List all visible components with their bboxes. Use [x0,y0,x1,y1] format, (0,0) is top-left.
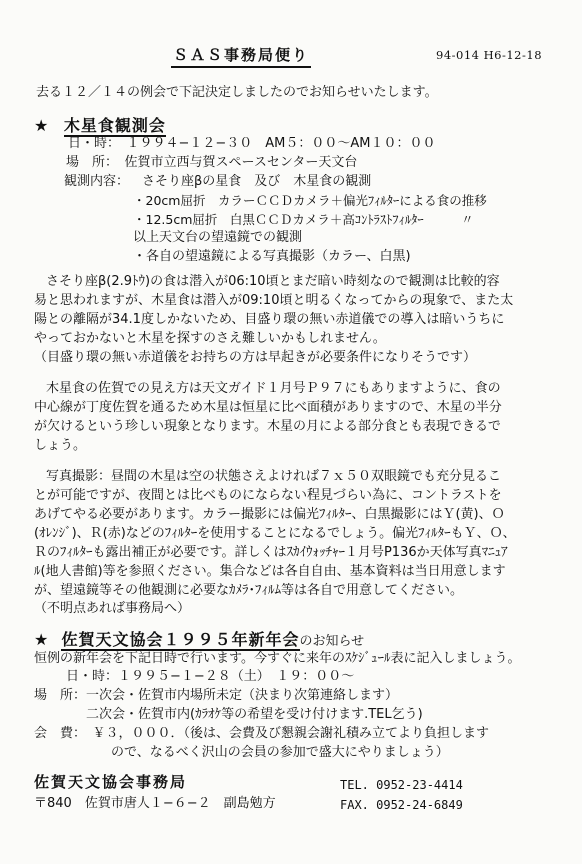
para2-line: 中心線が丁度佐賀を通るため木星は恒星に比べ面積がありますので、木星の半分 [34,400,502,415]
para3-line: あげてやる必要があります。カラー撮影には偏光ﾌｨﾙﾀｰ、白黒撮影にはＹ(黄)、Ｏ [34,507,505,522]
newsletter-title: ＳＡＳ事務局便り [171,44,311,68]
para3-line: （不明点あれば事務局へ） [34,601,191,616]
para1-line: 陽との離隔が34.1度しかないため、目盛り環の無い赤道儀での導入は暗いうちに [34,312,505,327]
content-line: さそり座βの星食 及び 木星食の観測 [142,174,372,189]
section2-fee2: ので、なるべく沢山の会員の参加で盛大にやりましょう） [111,745,449,760]
section1-datetime: 日・時： １９９４−１２−３０ AM５：００〜AM１０：００ [68,136,436,151]
section2-title-suffix: のお知らせ [299,634,365,649]
para3-line: が、望遠鏡等その他観測に必要なｶﾒﾗ･ﾌｨﾙﾑ等は各自で用意してください。 [34,583,464,598]
issue-number-date: 94-014 H6-12-18 [436,48,543,62]
content-line: ・12.5cm屈折 白黒ＣＣＤカメラ＋高ｺﾝﾄﾗｽﾄﾌｨﾙﾀｰ 〃 [133,212,474,227]
office-fax: FAX. 0952-24-6849 [340,798,463,812]
para1-line: やっておかないと木星を探すのさえ難しいかもしれません。 [34,331,386,346]
para3-line: 写真撮影：昼間の木星は空の状態さえよければ７ｘ５０双眼鏡でも充分見るこ [46,469,502,484]
section2-lead: 恒例の新年会を下記日時で行います。今すぐに来年のｽｹｼﾞｭｰﾙ表に記入しましょう。 [34,651,521,666]
para1-line: 易と思われますが、木星食は潜入が09:10頃と明るくなってからの現象で、また太 [34,293,514,308]
content-line: ・各自の望遠鏡による写真撮影（カラー、白黒) [133,249,411,264]
section2-fee1: 会 費： ￥３，０００．（後は、会費及び懇親会謝礼積み立てより負担します [34,726,490,741]
para1-line: （目盛り環の無い赤道儀をお持ちの方は早起きが必要条件になりそうです） [34,350,477,365]
section2-title: 佐賀天文協会１９９５年新年会 [61,630,300,649]
section1-content-label: 観測内容： [64,174,130,189]
office-address: 〒840 佐賀市唐人１−６−２ 副島勉方 [34,796,276,811]
office-name: 佐賀天文協会事務局 [34,773,188,791]
section2-place2: 二次会・佐賀市内(ｶﾗｵｹ等の希望を受け付けます.TEL乞う) [86,707,423,722]
star-icon: ★ [34,116,50,135]
para2-line: 木星食の佐賀での見え方は天文ガイド１月号Ｐ９７にもありますように、食の [46,381,501,396]
section1-place: 場 所： 佐賀市立西与賀スペースセンター天文台 [66,155,358,170]
office-tel: TEL. 0952-23-4414 [340,778,463,792]
section2-datetime: 日・時：１９９５−１−２８（土） １９：００〜 [66,669,355,684]
section1-title: 木星食観測会 [63,116,166,135]
para3-line: とが可能ですが、夜間とは比べものにならない程見づらい為に、コントラストを [34,488,502,503]
para3-line: Ｒのﾌｨﾙﾀｰも露出補正が必要です。詳しくはｽｶｲｳｫｯﾁｬｰ１月号P136か天体写真ﾏﾆｭｱ [34,545,508,560]
section2-heading [34,631,364,651]
intro-text: 去る１２／１４の例会で下記決定しましたのでお知らせいたします。 [36,85,438,100]
para3-line: ﾙ(地人書館)等を参照ください。集合などは各自自由、基本資料は当日用意します [34,564,506,579]
section2-place1: 場 所：一次会・佐賀市内場所未定（決まり次第連絡します） [34,688,399,703]
para1-line: さそり座β(2.9ﾄｳ)の食は潜入が06:10頃とまだ暗い時刻なので観測は比較的容 [46,274,500,289]
star-icon: ★ [34,630,50,649]
para2-line: が欠けるという珍しい現象となります。木星の月による部分食とも表現できるで [34,419,501,434]
content-line: 以上天文台の望遠鏡での観測 [133,230,303,245]
section1-heading [34,117,166,135]
content-line: ・20cm屈折 カラーＣＣＤカメラ＋偏光ﾌｨﾙﾀｰによる食の推移 [133,193,487,208]
para3-line: (ｵﾚﾝｼﾞ)、Ｒ(赤)などのﾌｨﾙﾀｰを使用することになるでしょう。偏光ﾌｨﾙﾀｰもＹ、Ｏ、 [34,526,516,541]
para2-line: しょう。 [34,438,87,453]
